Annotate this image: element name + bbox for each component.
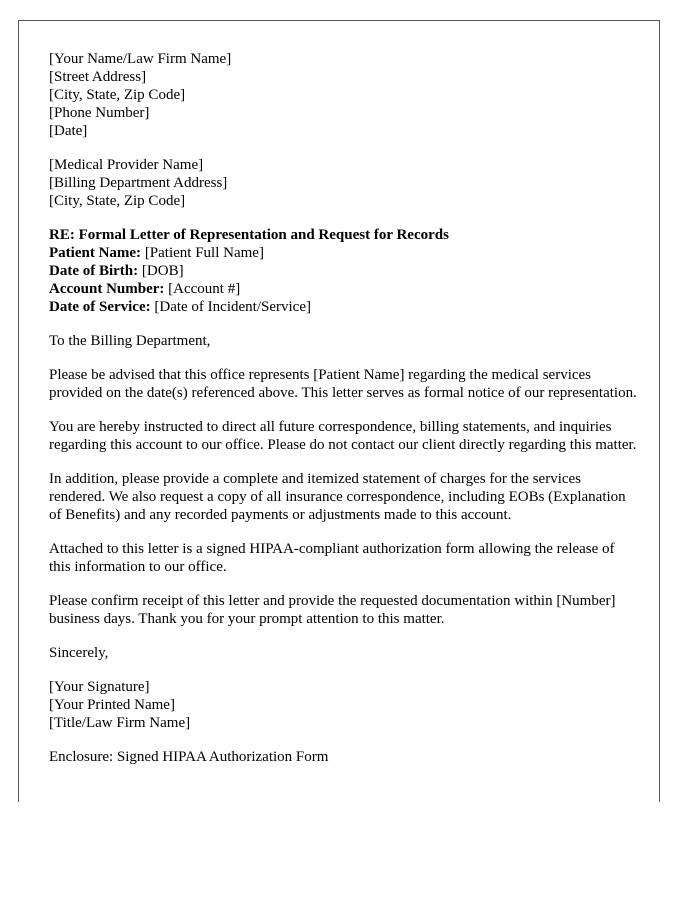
signer-title: [Title/Law Firm Name] bbox=[49, 715, 191, 731]
account-label: Account Number: bbox=[49, 281, 165, 297]
sender-street: [Street Address] bbox=[49, 69, 147, 85]
account-value: [Account #] bbox=[164, 281, 241, 297]
subject-block bbox=[49, 226, 639, 316]
sender-city: [City, State, Zip Code] bbox=[49, 87, 186, 103]
sender-phone: [Phone Number] bbox=[49, 105, 150, 121]
patient-name-row bbox=[49, 244, 639, 262]
dos-value: [Date of Incident/Service] bbox=[150, 299, 311, 315]
paragraph-representation: Please be advised that this office represents [Patient Name] regarding the medical services provided on the date(s) referenced above. This letter serves as formal notice of our representation. bbox=[49, 367, 637, 401]
enclosure-note: Enclosure: Signed HIPAA Authorization Form bbox=[49, 749, 329, 765]
signature-line: [Your Signature] bbox=[49, 679, 150, 695]
dob-row bbox=[49, 262, 639, 280]
recipient-name: [Medical Provider Name] bbox=[49, 157, 204, 173]
recipient-block bbox=[49, 156, 639, 210]
signature-block bbox=[49, 678, 639, 732]
closing: Sincerely, bbox=[49, 645, 109, 661]
paragraph-itemized-request: In addition, please provide a complete and itemized statement of charges for the services rendered. We also request a copy of all insurance correspondence, including EOBs (Explanation of Benefits) and any recorded payments or adjustments made to this account. bbox=[49, 471, 626, 523]
letter-page bbox=[18, 20, 660, 802]
recipient-address: [Billing Department Address] bbox=[49, 175, 228, 191]
paragraph-confirmation: Please confirm receipt of this letter and provide the requested documentation within [Number] business days. Thank you for your prompt attention to this matter. bbox=[49, 593, 616, 627]
recipient-city: [City, State, Zip Code] bbox=[49, 193, 186, 209]
patient-name-value: [Patient Full Name] bbox=[141, 245, 264, 261]
account-row bbox=[49, 280, 639, 298]
letter-body bbox=[49, 50, 639, 782]
paragraph-correspondence: You are hereby instructed to direct all future correspondence, billing statements, and inquiries regarding this account to our office. Please do not contact our client directly regarding this matter. bbox=[49, 419, 637, 453]
dos-label: Date of Service: bbox=[49, 299, 151, 315]
dos-row bbox=[49, 298, 639, 316]
patient-name-label: Patient Name: bbox=[49, 245, 142, 261]
letter-date: [Date] bbox=[49, 123, 88, 139]
dob-label: Date of Birth: bbox=[49, 263, 139, 279]
sender-name: [Your Name/Law Firm Name] bbox=[49, 51, 232, 67]
dob-value: [DOB] bbox=[138, 263, 184, 279]
printed-name: [Your Printed Name] bbox=[49, 697, 175, 713]
sender-block bbox=[49, 50, 639, 140]
salutation: To the Billing Department, bbox=[49, 333, 211, 349]
subject-line: RE: Formal Letter of Representation and Request for Records bbox=[49, 227, 449, 243]
paragraph-hipaa: Attached to this letter is a signed HIPAA-compliant authorization form allowing the release of this information to our office. bbox=[49, 541, 615, 575]
